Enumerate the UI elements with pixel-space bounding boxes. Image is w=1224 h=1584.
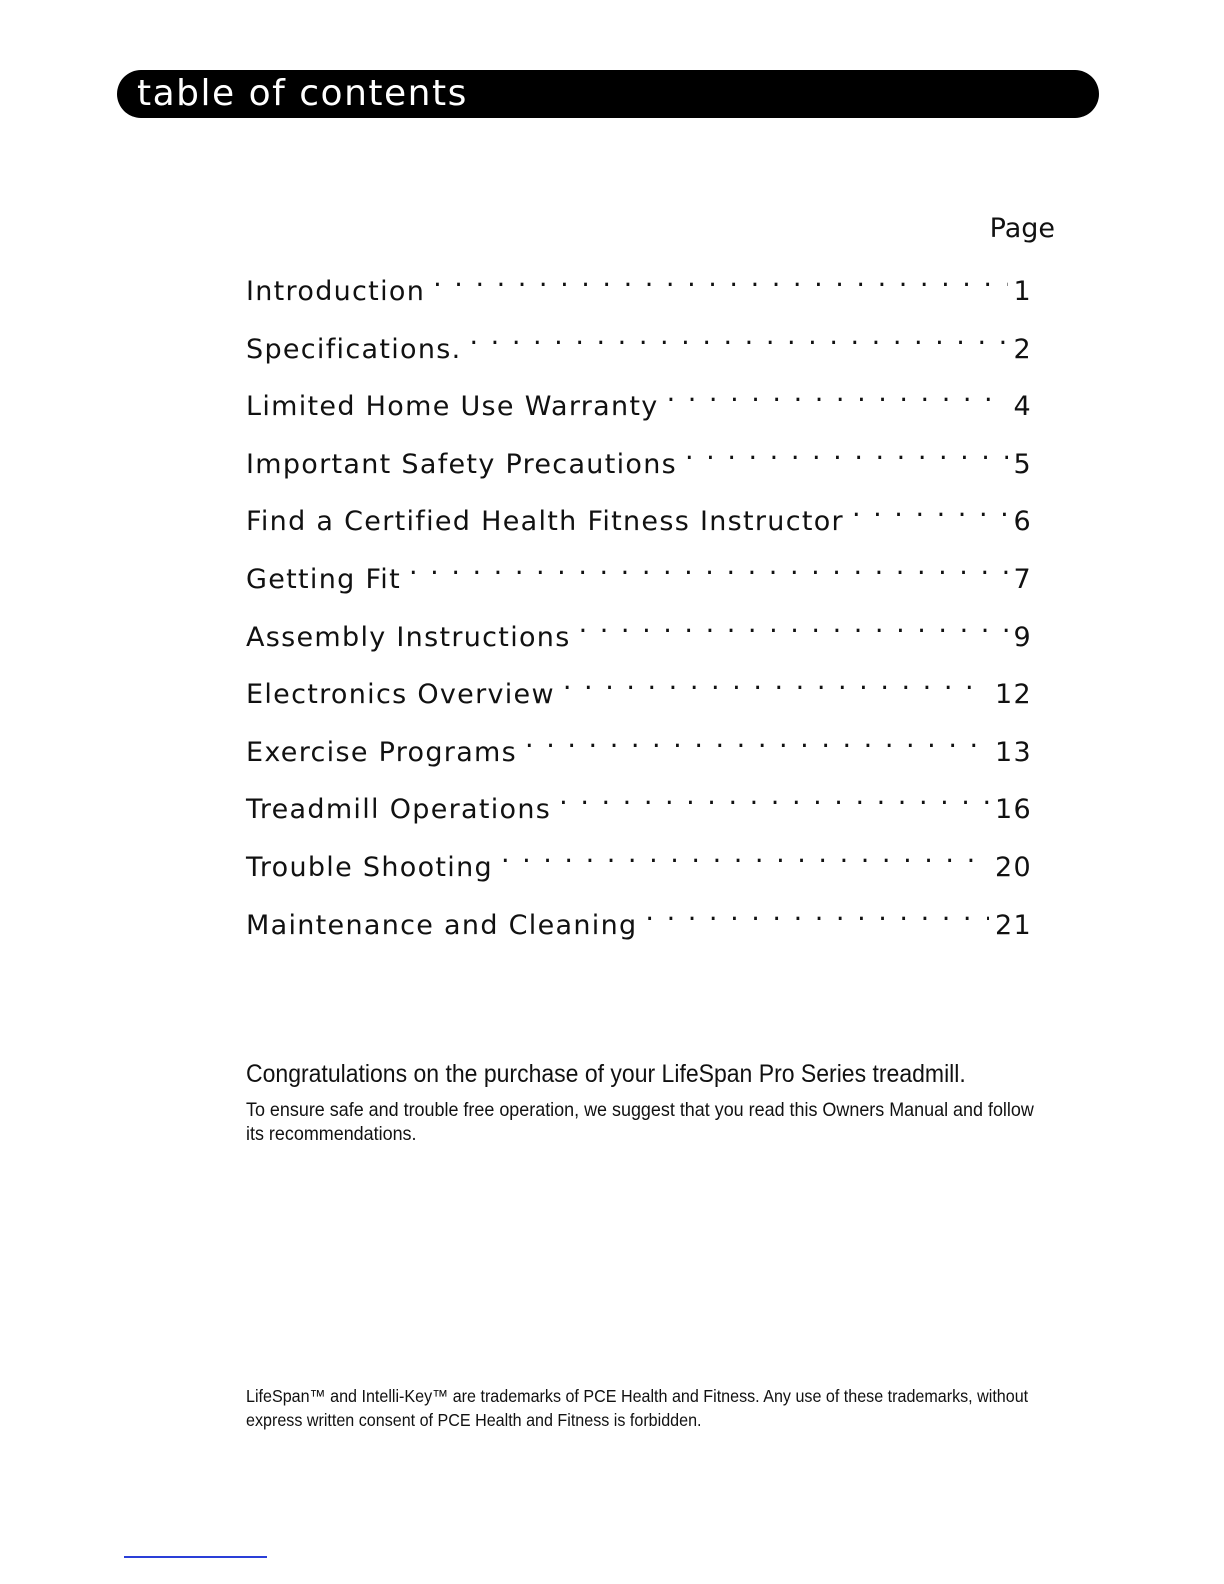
page-column-label: Page bbox=[989, 213, 1055, 244]
toc-dot-leader bbox=[501, 842, 989, 876]
toc-dot-leader bbox=[579, 612, 1008, 646]
toc-entry[interactable] bbox=[246, 381, 1032, 439]
toc-entry[interactable] bbox=[246, 554, 1032, 612]
toc-entry-page: 4 bbox=[1013, 391, 1032, 423]
toc-entry[interactable] bbox=[246, 266, 1032, 324]
toc-entry-page: 1 bbox=[1013, 276, 1032, 307]
toc-entry-title: Find a Certified Health Fitness Instructor bbox=[246, 506, 844, 538]
toc-entry-title: Important Safety Precautions bbox=[246, 448, 677, 480]
page-title: table of contents bbox=[137, 73, 468, 114]
toc-entry-page: 21 bbox=[995, 909, 1032, 941]
toc-entry-page: 9 bbox=[1013, 621, 1032, 653]
toc-entry-page: 12 bbox=[995, 679, 1032, 711]
toc-entry[interactable] bbox=[246, 727, 1032, 785]
toc-dot-leader bbox=[645, 900, 989, 934]
toc-dot-leader bbox=[685, 439, 1008, 473]
toc-dot-leader bbox=[409, 554, 1008, 588]
toc-entry-page: 13 bbox=[995, 736, 1032, 768]
toc-entry-title: Specifications. bbox=[246, 333, 462, 365]
toc-dot-leader bbox=[667, 381, 1008, 415]
toc-entry[interactable] bbox=[246, 439, 1032, 497]
toc-entry-page: 2 bbox=[1013, 333, 1032, 365]
toc-entry-title: Introduction bbox=[246, 276, 426, 307]
header-bar bbox=[117, 70, 1099, 118]
toc-dot-leader bbox=[525, 727, 989, 761]
toc-entry-title: Getting Fit bbox=[246, 563, 401, 595]
toc-entry[interactable] bbox=[246, 669, 1032, 727]
toc-entry-title: Maintenance and Cleaning bbox=[246, 909, 638, 941]
toc-entry[interactable] bbox=[246, 496, 1032, 554]
toc-entry-title: Assembly Instructions bbox=[246, 621, 571, 653]
toc-entry-title: Trouble Shooting bbox=[246, 851, 493, 883]
toc-entry-page: 7 bbox=[1013, 563, 1032, 595]
toc-entry[interactable] bbox=[246, 324, 1032, 382]
toc-entry-page: 6 bbox=[1013, 506, 1032, 538]
toc-entry-page: 16 bbox=[995, 794, 1032, 826]
trademark-notice: LifeSpan™ and Intelli-Key™ are trademarks of PCE Health and Fitness. Any use of these trademarks, without express written consent of PCE Health and Fitness is forbidden. bbox=[246, 1386, 1029, 1430]
toc-dot-leader bbox=[470, 324, 1008, 358]
toc-entry-page: 20 bbox=[995, 851, 1032, 883]
toc-entry[interactable] bbox=[246, 900, 1032, 958]
congratulations-heading: Congratulations on the purchase of your LifeSpan Pro Series treadmill. bbox=[246, 1060, 966, 1088]
toc-entry-title: Electronics Overview bbox=[246, 679, 555, 711]
owners-manual-note: To ensure safe and trouble free operation, we suggest that you read this Owners Manual and follow its recommendations. bbox=[246, 1099, 1034, 1145]
toc-entry[interactable] bbox=[246, 842, 1032, 900]
toc-dot-leader bbox=[563, 669, 989, 703]
toc-entry-title: Exercise Programs bbox=[246, 736, 518, 768]
toc-entry-title: Limited Home Use Warranty bbox=[246, 391, 659, 423]
toc-entry[interactable] bbox=[246, 784, 1032, 842]
toc-dot-leader bbox=[559, 784, 989, 818]
toc-entry-page: 5 bbox=[1013, 448, 1032, 480]
table-of-contents bbox=[246, 266, 1032, 957]
toc-dot-leader bbox=[852, 496, 1008, 530]
toc-entry-title: Treadmill Operations bbox=[246, 794, 552, 826]
toc-entry[interactable] bbox=[246, 612, 1032, 670]
footer-link-underline bbox=[124, 1556, 267, 1558]
toc-dot-leader bbox=[433, 266, 1007, 300]
